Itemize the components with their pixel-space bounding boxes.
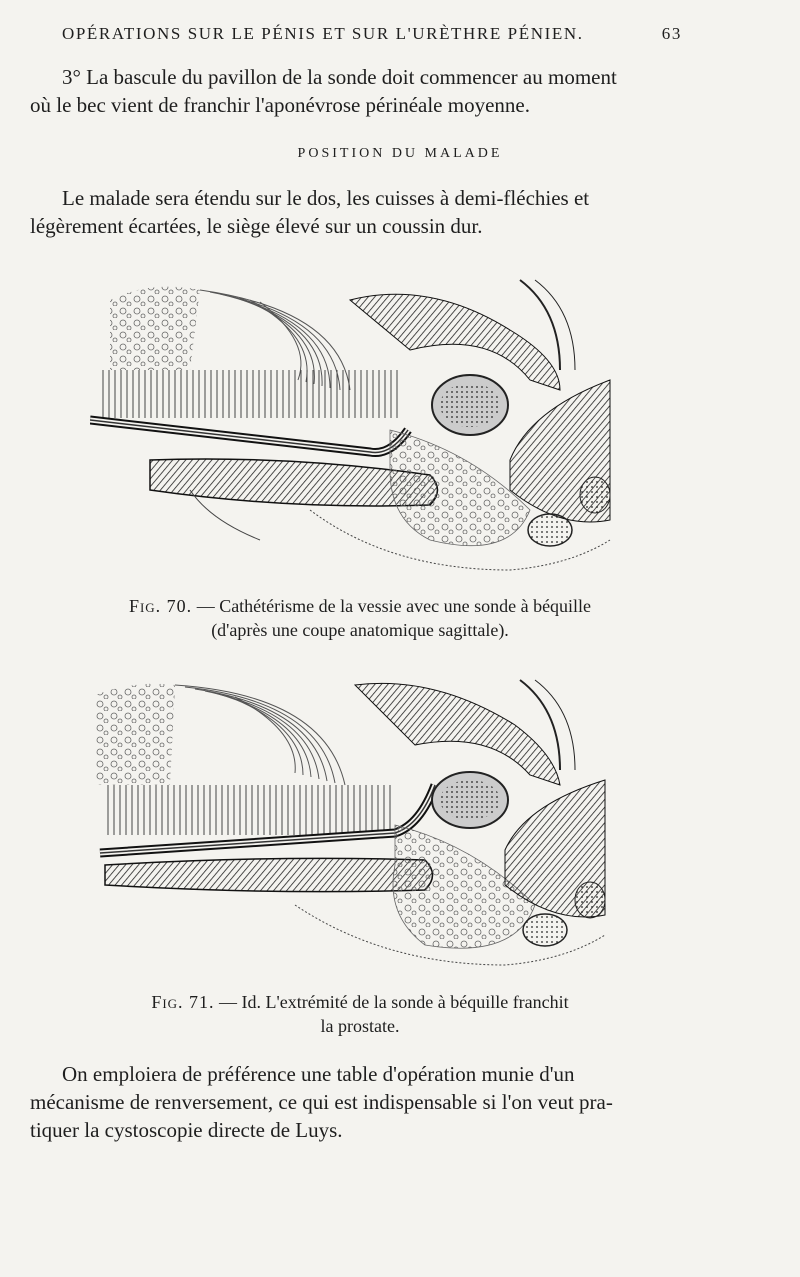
figure-70-label: Fig. 70. — [128, 596, 193, 616]
paragraph-line: mécanisme de renversement, ce qui est indispensable si l'on veut pra- — [30, 1090, 613, 1114]
figure-70-caption — [100, 594, 620, 642]
figure-71-label: Fig. 71. — [151, 992, 215, 1012]
figure-71-illustration — [95, 675, 615, 975]
paragraph-line: légèrement écartées, le siège élevé sur un coussin dur. — [30, 214, 483, 238]
figure-70-illustration — [90, 270, 620, 590]
paragraph-line: 3° La bascule du pavillon de la sonde doit commencer au moment — [62, 65, 617, 89]
running-head — [62, 24, 682, 52]
paragraph-line: tiquer la cystoscopie directe de Luys. — [30, 1118, 343, 1142]
paragraph-line: où le bec vient de franchir l'aponévrose périnéale moyenne. — [30, 93, 530, 117]
caption-line: — Id. L'extrémité de la sonde à béquille franchit — [219, 992, 569, 1012]
caption-line: la prostate. — [320, 1016, 400, 1036]
paragraph-catheter-rocking — [30, 63, 617, 119]
paragraph-line: On emploiera de préférence une table d'opération munie d'un — [62, 1062, 575, 1086]
section-heading: POSITION DU MALADE — [297, 146, 503, 161]
paragraph-patient-position — [30, 184, 589, 240]
caption-line: (d'après une coupe anatomique sagittale). — [211, 620, 509, 640]
paragraph-operating-table — [30, 1060, 613, 1144]
figure-71-caption — [100, 990, 620, 1038]
page-number: 63 — [661, 24, 682, 43]
paragraph-line: Le malade sera étendu sur le dos, les cuisses à demi-fléchies et — [62, 186, 590, 210]
caption-line: — Cathétérisme de la vessie avec une sonde à béquille — [196, 596, 592, 616]
running-head-title: OPÉRATIONS SUR LE PÉNIS ET SUR L'URÈTHRE PÉNIEN. — [62, 24, 584, 43]
